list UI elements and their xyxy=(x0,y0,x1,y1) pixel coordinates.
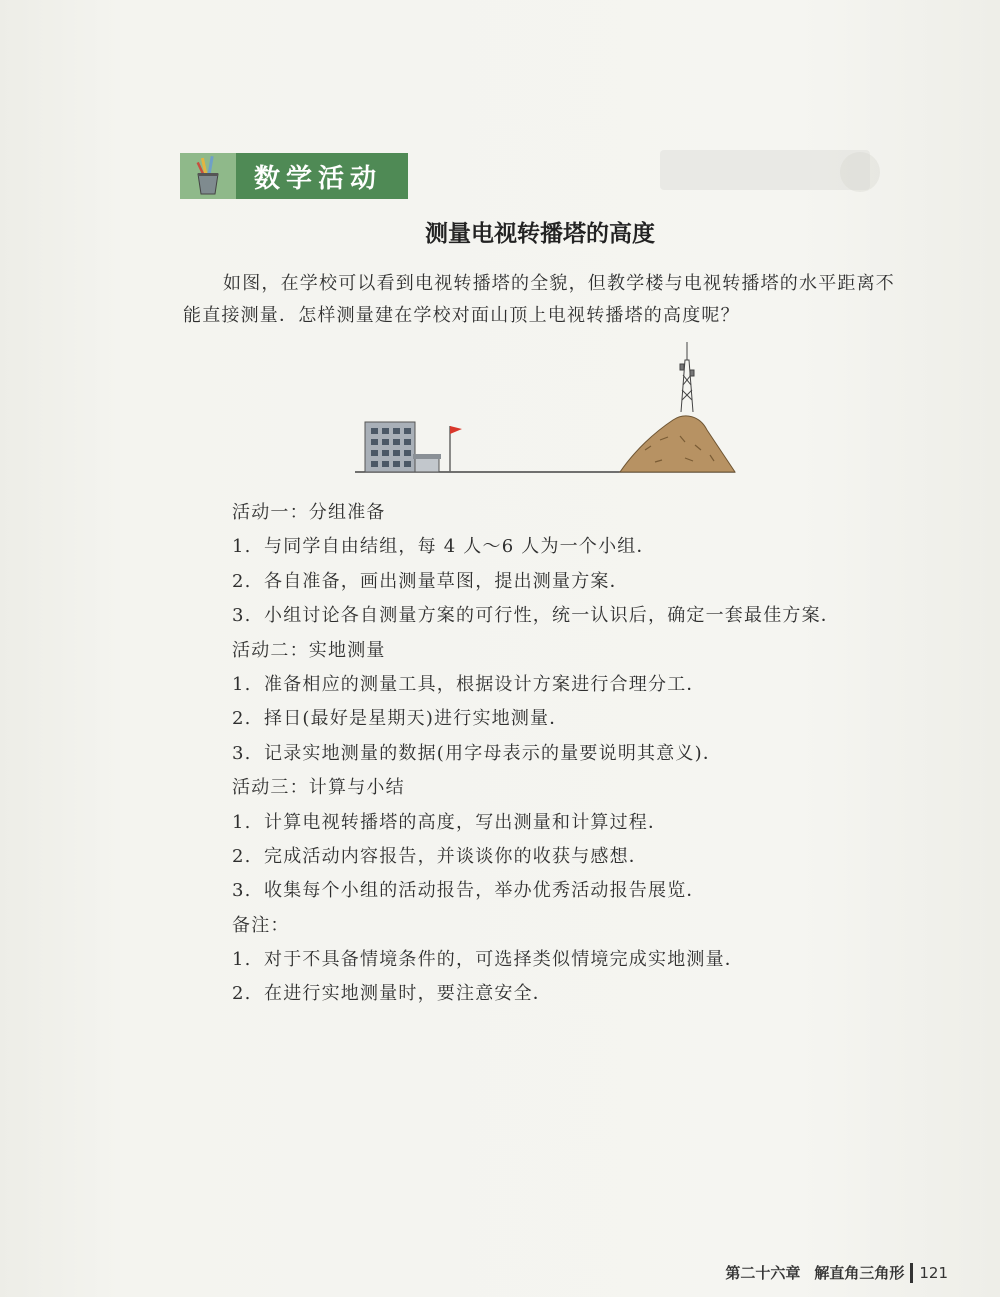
activity-item xyxy=(232,943,922,977)
section-banner-label: 数学活动 xyxy=(236,153,408,199)
flag-icon xyxy=(450,426,462,472)
activity-item xyxy=(232,840,922,874)
activity-item xyxy=(232,599,922,633)
activity-item xyxy=(232,977,922,1011)
footer-chapter-title: 解直角三角形 xyxy=(814,1264,905,1282)
activity-item xyxy=(232,565,922,599)
activity-item xyxy=(232,737,922,771)
page-number: 121 xyxy=(919,1263,948,1282)
activity-item xyxy=(232,874,922,908)
section-banner xyxy=(180,153,408,199)
item-text: 与同学自由结组，每 4 人～6 人为一个小组． xyxy=(264,536,656,558)
item-text: 各自准备，画出测量草图，提出测量方案． xyxy=(264,570,629,592)
item-number: 1. xyxy=(232,949,252,971)
illustration-school-and-tower xyxy=(355,340,755,480)
bleed-through-mark xyxy=(840,152,880,192)
activity-heading: 活动三：计算与小结 xyxy=(232,777,405,799)
activity-item xyxy=(232,702,922,736)
item-text: 在进行实地测量时，要注意安全． xyxy=(264,983,552,1005)
mountain-icon xyxy=(620,416,735,472)
pencil-cup-icon xyxy=(180,153,236,199)
page-footer xyxy=(725,1262,948,1283)
school-building-icon xyxy=(365,422,441,472)
item-number: 2. xyxy=(232,983,252,1005)
page-title: 测量电视转播塔的高度 xyxy=(425,221,655,247)
activity-heading: 备注： xyxy=(232,914,290,936)
item-text: 收集每个小组的活动报告，举办优秀活动报告展览． xyxy=(264,880,706,902)
item-text: 择日(最好是星期天)进行实地测量． xyxy=(264,708,569,730)
item-text: 小组讨论各自测量方案的可行性，统一认识后，确定一套最佳方案． xyxy=(264,605,840,627)
intro-paragraph: 如图，在学校可以看到电视转播塔的全貌，但教学楼与电视转播塔的水平距离不能直接测量．怎样测量建在学校对面山顶上电视转播塔的高度呢？ xyxy=(183,273,895,326)
activity-item xyxy=(232,530,922,564)
item-number: 1. xyxy=(232,811,252,833)
item-text: 记录实地测量的数据(用字母表示的量要说明其意义)． xyxy=(264,742,723,764)
item-text: 对于不具备情境条件的，可选择类似情境完成实地测量． xyxy=(264,949,744,971)
footer-chapter: 第二十六章 xyxy=(725,1264,801,1282)
tv-tower-icon xyxy=(680,342,694,412)
activity-item xyxy=(232,668,922,702)
activity-item xyxy=(232,806,922,840)
footer-divider xyxy=(910,1263,913,1283)
activity-heading: 活动一：分组准备 xyxy=(232,502,386,523)
activity-heading: 活动二：实地测量 xyxy=(232,639,386,661)
item-number: 2. xyxy=(232,845,252,867)
item-number: 3. xyxy=(232,742,252,764)
item-number: 2. xyxy=(232,708,252,730)
item-number: 2. xyxy=(232,570,252,592)
bleed-through-mark xyxy=(660,150,870,190)
item-number: 3. xyxy=(232,605,252,627)
item-number: 3. xyxy=(232,880,252,902)
item-text: 准备相应的测量工具，根据设计方案进行合理分工． xyxy=(264,673,706,695)
item-number: 1. xyxy=(232,673,252,695)
activity-list xyxy=(232,496,922,1012)
item-text: 计算电视转播塔的高度，写出测量和计算过程． xyxy=(264,811,668,833)
item-number: 1. xyxy=(232,536,252,558)
item-text: 完成活动内容报告，并谈谈你的收获与感想． xyxy=(264,845,648,867)
